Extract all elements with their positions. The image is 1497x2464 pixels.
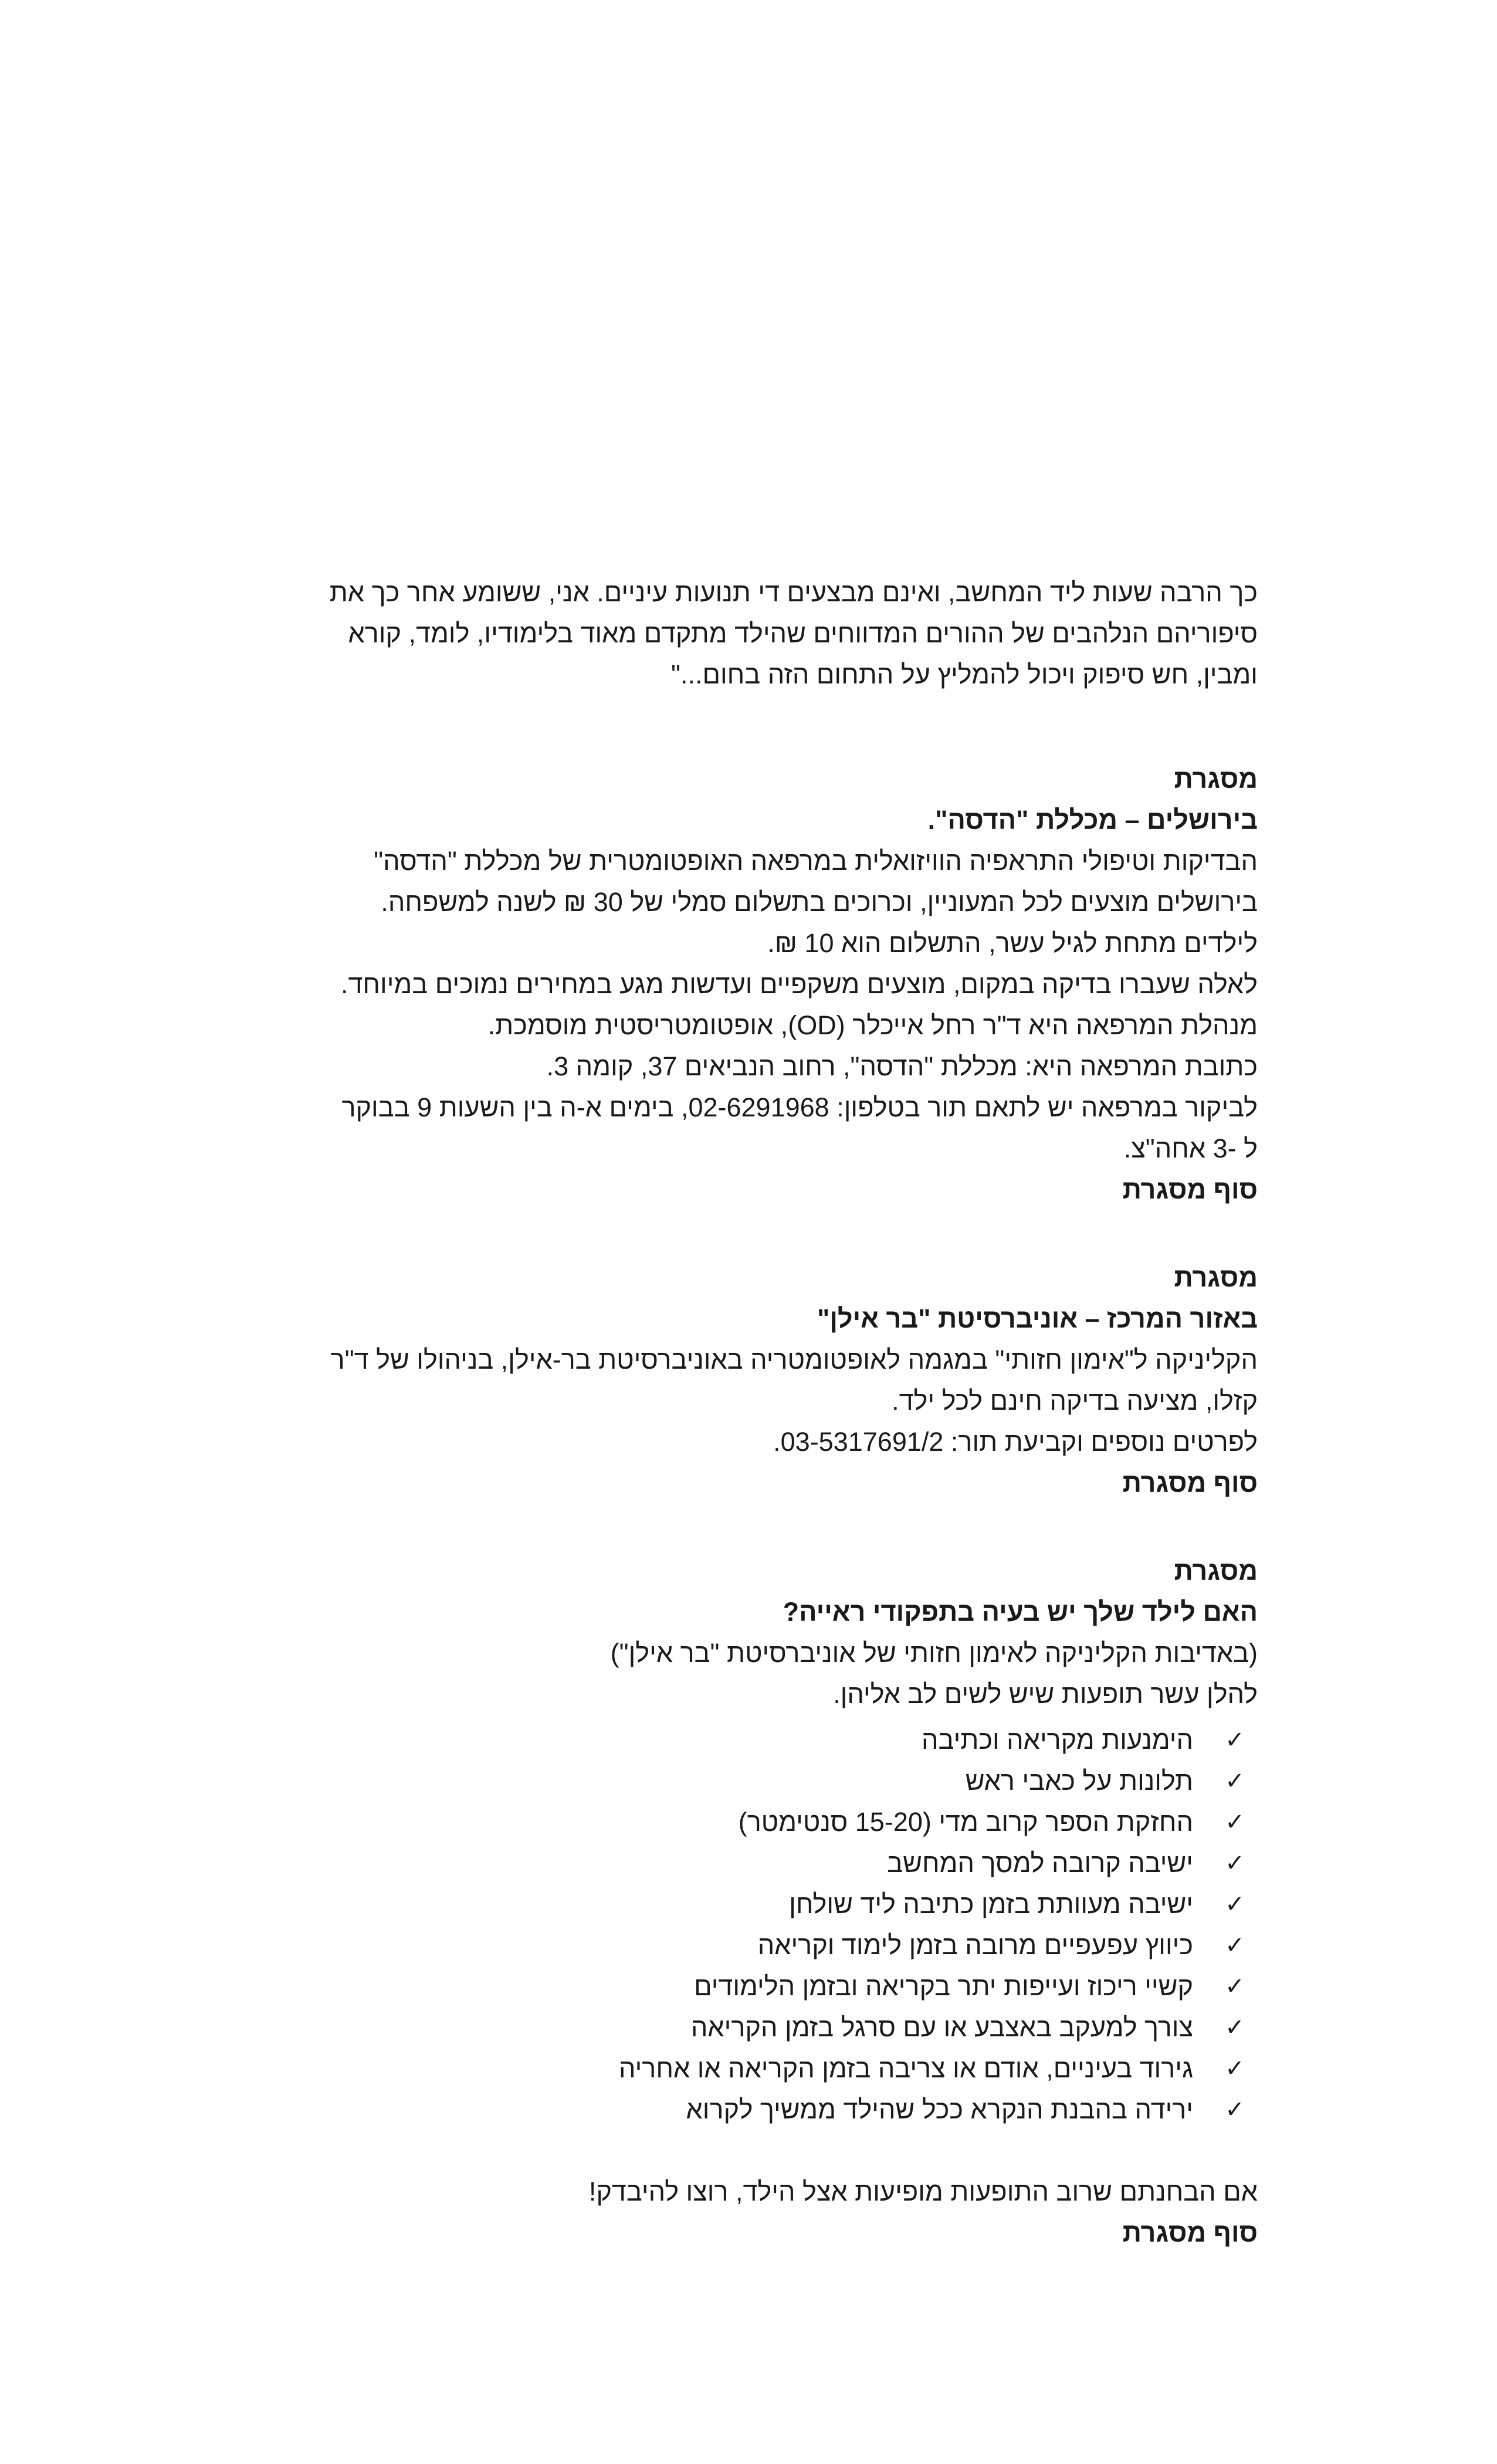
frame-heading: באזור המרכז – אוניברסיטת "בר אילן" — [817, 1304, 1258, 1333]
frame-courtesy: (באדיבות הקליניקה לאימון חזותי של אוניברסיטת "בר אילן") — [610, 1638, 1258, 1668]
checklist-closing: אם הבחנתם שרוב התופעות מופיעות אצל הילד, רוצו להיבדק! — [588, 2177, 1258, 2206]
checklist-item-text: הימנעות מקריאה וכתיבה — [922, 1725, 1193, 1755]
frame-line: קזלו, מציעה בדיקה חינם לכל ילד. — [892, 1386, 1258, 1416]
frame-vision-checklist — [231, 1551, 1258, 2253]
checklist-item-text: ישיבה מעוותת בזמן כתיבה ליד שולחן — [789, 1889, 1193, 1919]
checklist-item-text: ירידה בהבנת הנקרא ככל שהילד ממשיך לקרוא — [686, 2094, 1193, 2124]
symptom-checklist — [231, 1720, 1258, 2130]
checklist-intro: להלן עשר תופעות שיש לשים לב אליהן. — [833, 1679, 1258, 1709]
frame-line: לביקור במרפאה יש לתאם תור בטלפון: 02-6291968, בימים א-ה בין השעות 9 בבוקר — [341, 1092, 1258, 1122]
frame-line: בירושלים מוצעים לכל המעוניין, וכרוכים בתשלום סמלי של 30 ₪ לשנה למשפחה. — [381, 887, 1258, 917]
frame-line: לאלה שעברו בדיקה במקום, מוצעים משקפיים ועדשות מגע במחירים נמוכים במיוחד. — [340, 969, 1258, 999]
intro-line: כך הרבה שעות ליד המחשב, ואינם מבצעים די תנועות עיניים. אני, ששומע אחר כך את — [329, 577, 1258, 607]
frame-center — [231, 1257, 1258, 1504]
intro-line: סיפוריהם הנלהבים של ההורים המדווחים שהילד מתקדם מאוד בלימודיו, לומד, קורא — [348, 618, 1258, 648]
check-icon: ✓ — [1225, 1727, 1245, 1754]
intro-line: ומבין, חש סיפוק ויכול להמליץ על התחום הזה בחום..." — [670, 659, 1258, 689]
frame-line: לילדים מתחת לגיל עשר, התשלום הוא 10 ₪. — [767, 928, 1258, 958]
check-icon: ✓ — [1225, 2055, 1245, 2082]
checklist-item — [231, 1761, 1258, 1802]
checklist-item — [231, 1966, 1258, 2007]
checklist-item — [231, 1925, 1258, 1966]
check-icon: ✓ — [1225, 1932, 1245, 1959]
frame-line: הקליניקה ל"אימון חזותי" במגמה לאופטומטריה באוניברסיטת בר-אילן, בניהולו של ד"ר — [330, 1345, 1258, 1375]
checklist-item — [231, 2048, 1258, 2089]
article-body — [231, 572, 1258, 2253]
checklist-item — [231, 1884, 1258, 1925]
checklist-item-text: כיווץ עפעפיים מרובה בזמן לימוד וקריאה — [757, 1930, 1193, 1960]
checklist-item — [231, 1802, 1258, 1843]
check-icon: ✓ — [1225, 1809, 1245, 1836]
check-icon: ✓ — [1225, 1973, 1245, 2000]
frame-line: ל -3 אחה"צ. — [1123, 1133, 1258, 1163]
checklist-item — [231, 2007, 1258, 2048]
frame-line: מנהלת המרפאה היא ד"ר רחל אייכלר (OD), אופטומטריסטית מוסמכת. — [487, 1010, 1258, 1040]
checklist-item-text: תלונות על כאבי ראש — [965, 1766, 1193, 1796]
checklist-item — [231, 1843, 1258, 1884]
frame-end-label: סוף מסגרת — [1122, 2218, 1258, 2248]
checklist-item-text: גירוד בעיניים, אודם או צריבה בזמן הקריאה או אחריה — [618, 2053, 1193, 2083]
frame-start-label: מסגרת — [1174, 1263, 1258, 1292]
check-icon: ✓ — [1225, 2014, 1245, 2041]
checklist-item — [231, 2089, 1258, 2130]
frame-start-label: מסגרת — [1174, 1556, 1258, 1586]
frame-end-label: סוף מסגרת — [1122, 1468, 1258, 1498]
checklist-item-text: קשיי ריכוז ועייפות יתר בקריאה ובזמן הלימודים — [694, 1971, 1193, 2001]
frame-heading: האם לילד שלך יש בעיה בתפקודי ראייה? — [783, 1597, 1258, 1627]
check-icon: ✓ — [1225, 1768, 1245, 1795]
frame-heading: בירושלים – מכללת "הדסה". — [927, 805, 1258, 835]
check-icon: ✓ — [1225, 1891, 1245, 1918]
frame-line: כתובת המרפאה היא: מכללת "הדסה", רחוב הנביאים 37, קומה 3. — [546, 1051, 1258, 1081]
check-icon: ✓ — [1225, 1850, 1245, 1877]
checklist-item — [231, 1720, 1258, 1761]
frame-jerusalem — [231, 759, 1258, 1210]
frame-start-label: מסגרת — [1174, 764, 1258, 794]
frame-end-label: סוף מסגרת — [1122, 1175, 1258, 1204]
intro-paragraph — [231, 572, 1258, 695]
frame-line: הבדיקות וטיפולי התראפיה הוויזואלית במרפאה האופטומטרית של מכללת "הדסה" — [374, 846, 1258, 876]
checklist-item-text: ישיבה קרובה למסך המחשב — [887, 1848, 1193, 1878]
check-icon: ✓ — [1225, 2096, 1245, 2123]
checklist-item-text: החזקת הספר קרוב מדי (15-20 סנטימטר) — [738, 1807, 1193, 1837]
frame-line: לפרטים נוספים וקביעת תור: 03-5317691/2. — [773, 1427, 1258, 1457]
checklist-item-text: צורך למעקב באצבע או עם סרגל בזמן הקריאה — [690, 2012, 1193, 2042]
